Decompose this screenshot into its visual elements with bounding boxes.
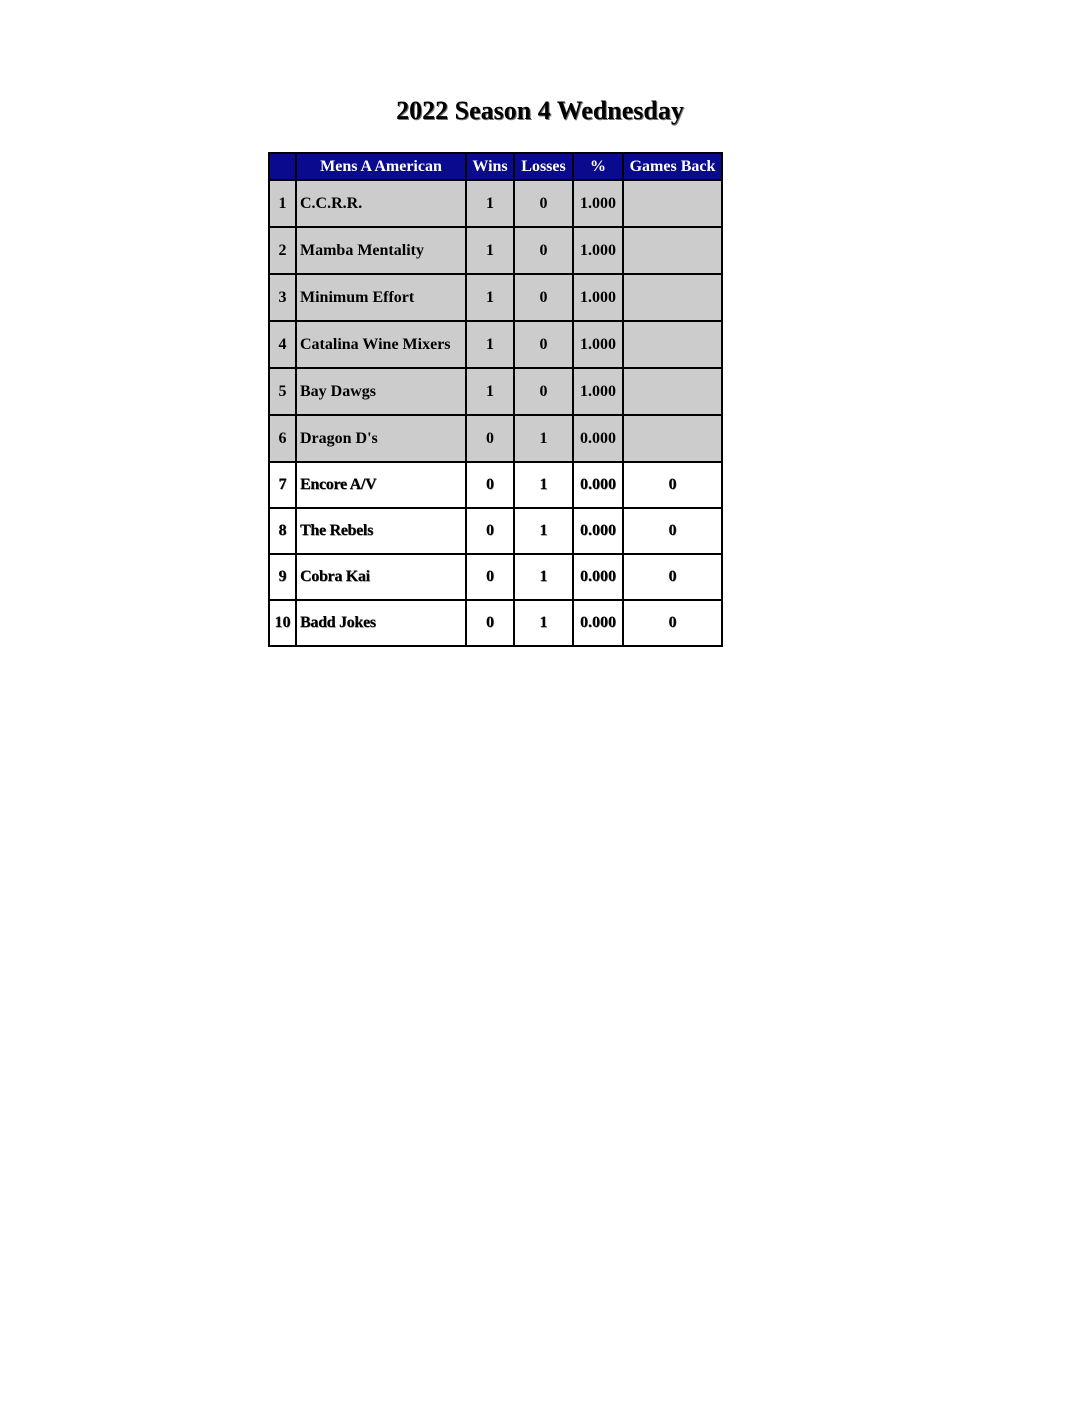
team-cell: Mamba Mentality [296,227,466,274]
rank-cell: 5 [269,368,296,415]
wins-cell: 0 [466,554,514,600]
losses-cell: 0 [514,321,573,368]
rank-cell: 9 [269,554,296,600]
wins-cell: 1 [466,180,514,227]
header-games-back: Games Back [623,153,722,180]
losses-cell: 0 [514,368,573,415]
games-back-cell [623,368,722,415]
team-cell: C.C.R.R. [296,180,466,227]
team-cell: Cobra Kai [296,554,466,600]
wins-cell: 0 [466,415,514,462]
page-title: 2022 Season 4 Wednesday [396,96,684,125]
games-back-cell: 0 [623,554,722,600]
wins-cell: 0 [466,508,514,554]
games-back-cell [623,415,722,462]
pct-cell: 0.000 [573,415,623,462]
games-back-cell: 0 [623,600,722,646]
games-back-cell [623,321,722,368]
table-row [269,321,722,368]
pct-cell: 0.000 [573,508,623,554]
table-row [269,415,722,462]
header-team: Mens A American [296,153,466,180]
header-pct: % [573,153,623,180]
standings-table [268,152,723,647]
losses-cell: 1 [514,554,573,600]
table-row [269,508,722,554]
losses-cell: 1 [514,508,573,554]
rank-cell: 7 [269,462,296,508]
table-row [269,368,722,415]
games-back-cell [623,227,722,274]
header-rank [269,153,296,180]
rank-cell: 6 [269,415,296,462]
team-cell: Dragon D's [296,415,466,462]
rank-cell: 3 [269,274,296,321]
team-cell: Encore A/V [296,462,466,508]
table-row [269,274,722,321]
losses-cell: 1 [514,415,573,462]
pct-cell: 1.000 [573,274,623,321]
rank-cell: 8 [269,508,296,554]
team-cell: Minimum Effort [296,274,466,321]
pct-cell: 0.000 [573,554,623,600]
header-wins: Wins [466,153,514,180]
losses-cell: 0 [514,274,573,321]
losses-cell: 1 [514,462,573,508]
losses-cell: 0 [514,180,573,227]
table-header-row [269,153,722,180]
games-back-cell [623,180,722,227]
rank-cell: 2 [269,227,296,274]
table-row [269,600,722,646]
losses-cell: 1 [514,600,573,646]
wins-cell: 1 [466,368,514,415]
table-row [269,227,722,274]
pct-cell: 1.000 [573,227,623,274]
table-row [269,554,722,600]
games-back-cell: 0 [623,462,722,508]
games-back-cell: 0 [623,508,722,554]
pct-cell: 1.000 [573,321,623,368]
wins-cell: 0 [466,600,514,646]
losses-cell: 0 [514,227,573,274]
pct-cell: 0.000 [573,600,623,646]
rank-cell: 10 [269,600,296,646]
table-row [269,180,722,227]
wins-cell: 1 [466,274,514,321]
table-row [269,462,722,508]
team-cell: Catalina Wine Mixers [296,321,466,368]
pct-cell: 1.000 [573,180,623,227]
team-cell: The Rebels [296,508,466,554]
wins-cell: 0 [466,462,514,508]
wins-cell: 1 [466,227,514,274]
pct-cell: 0.000 [573,462,623,508]
games-back-cell [623,274,722,321]
pct-cell: 1.000 [573,368,623,415]
rank-cell: 4 [269,321,296,368]
wins-cell: 1 [466,321,514,368]
team-cell: Badd Jokes [296,600,466,646]
team-cell: Bay Dawgs [296,368,466,415]
header-losses: Losses [514,153,573,180]
rank-cell: 1 [269,180,296,227]
